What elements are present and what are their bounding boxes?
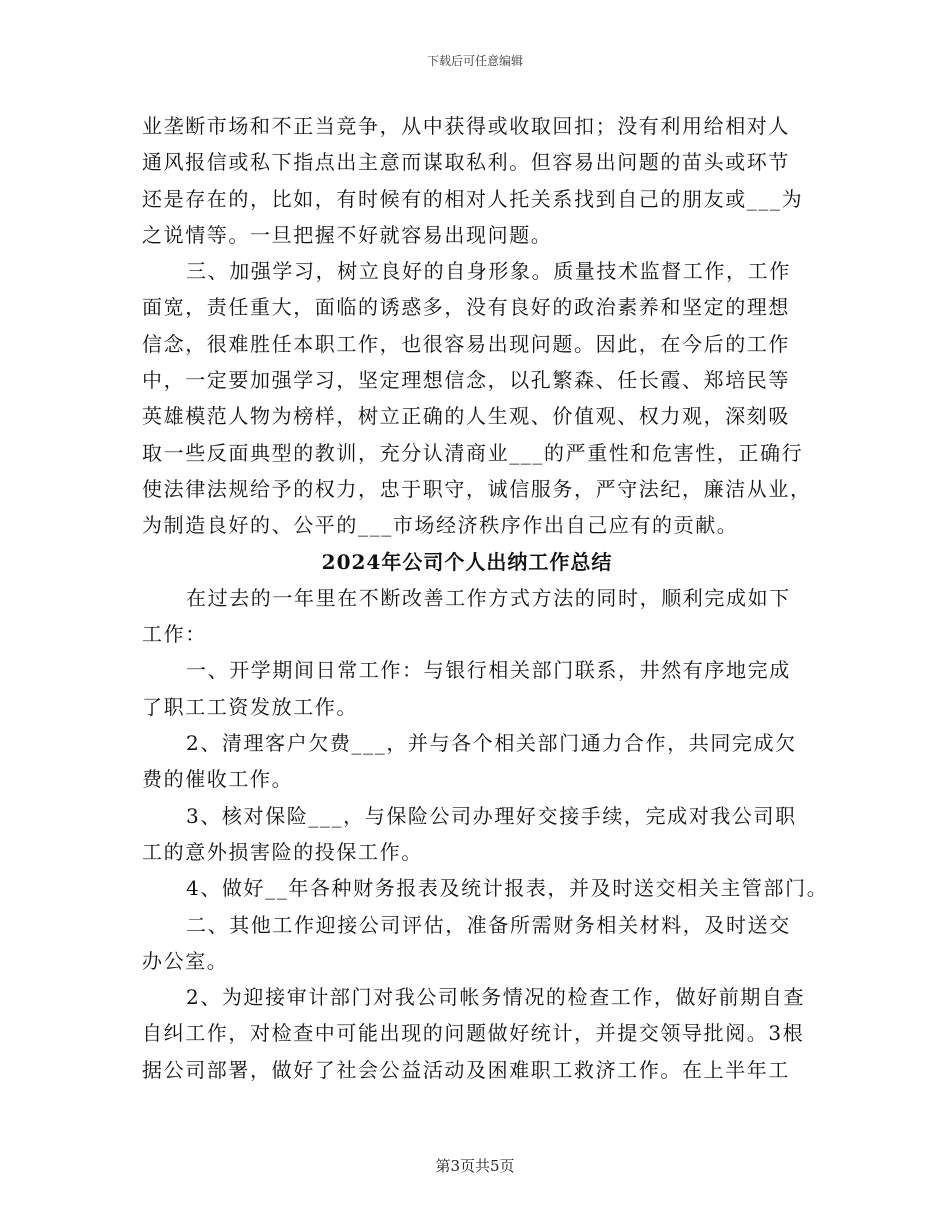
- text-line: 英雄模范人物为榜样，树立正确的人生观、价值观、权力观，深刻吸: [142, 404, 790, 429]
- page-header: 下载后可任意编辑: [426, 54, 523, 68]
- text-line: 之说情等。一旦把握不好就容易出现问题。: [142, 222, 553, 247]
- document-body: [142, 108, 829, 1088]
- text-line: 业垄断市场和不正当竞争，从中获得或收取回扣；没有利用给相对人: [142, 114, 790, 138]
- text-line: 面宽，责任重大，面临的诱惑多，没有良好的政治素养和坚定的理想: [142, 295, 790, 320]
- text-line: 三、加强学习，树立良好的自身形象。质量技术监督工作，工作: [186, 259, 791, 284]
- text-line: 取一些反面典型的教训，充分认清商业___的严重性和危害性，正确行: [142, 440, 804, 465]
- section-title: 2024年公司个人出纳工作总结: [321, 549, 613, 574]
- text-line: 通风报信或私下指点出主意而谋取私利。但容易出问题的苗头或环节: [142, 150, 790, 175]
- text-line: 在过去的一年里在不断改善工作方式方法的同时，顺利完成如下: [186, 585, 791, 610]
- page-number: 第3页共5页: [435, 1157, 515, 1175]
- text-line: 二、其他工作迎接公司评估，准备所需财务相关材料，及时送交: [186, 912, 791, 937]
- text-line: 信念，很难胜任本职工作，也很容易出现问题。因此，在今后的工作: [142, 331, 790, 356]
- text-line: 使法律法规给予的权力，忠于职守，诚信服务，严守法纪，廉洁从业，: [142, 476, 812, 501]
- text-line: 为制造良好的、公平的___市场经济秩序作出自己应有的贡献。: [142, 513, 739, 538]
- text-line: 工的意外损害险的投保工作。: [142, 839, 423, 864]
- text-line: 自纠工作，对检查中可能出现的问题做好统计，并提交领导批阅。3根: [142, 1021, 805, 1046]
- text-line: 2、清理客户欠费___，并与各个相关部门通力合作，共同完成欠: [186, 731, 797, 756]
- text-line: 还是存在的，比如，有时候有的相对人托关系找到自己的朋友或___为: [142, 186, 804, 211]
- text-line: 办公室。: [142, 948, 229, 973]
- text-line: 3、核对保险___，与保险公司办理好交接手续，完成对我公司职: [186, 803, 797, 828]
- text-line: 费的催收工作。: [142, 767, 294, 792]
- text-line: 2、为迎接审计部门对我公司帐务情况的检查工作，做好前期自查: [186, 985, 806, 1010]
- text-line: 一、开学期间日常工作：与银行相关部门联系，井然有序地完成: [186, 658, 791, 683]
- text-line: 工作：: [142, 622, 207, 647]
- text-line: 4、做好__年各种财务报表及统计报表，并及时送交相关主管部门。: [186, 876, 829, 901]
- text-line: 中，一定要加强学习，坚定理想信念，以孔繁森、任长霞、郑培民等: [142, 368, 790, 393]
- text-line: 据公司部署，做好了社会公益活动及困难职工救济工作。在上半年工: [142, 1057, 790, 1082]
- text-line: 了职工工资发放工作。: [142, 694, 358, 719]
